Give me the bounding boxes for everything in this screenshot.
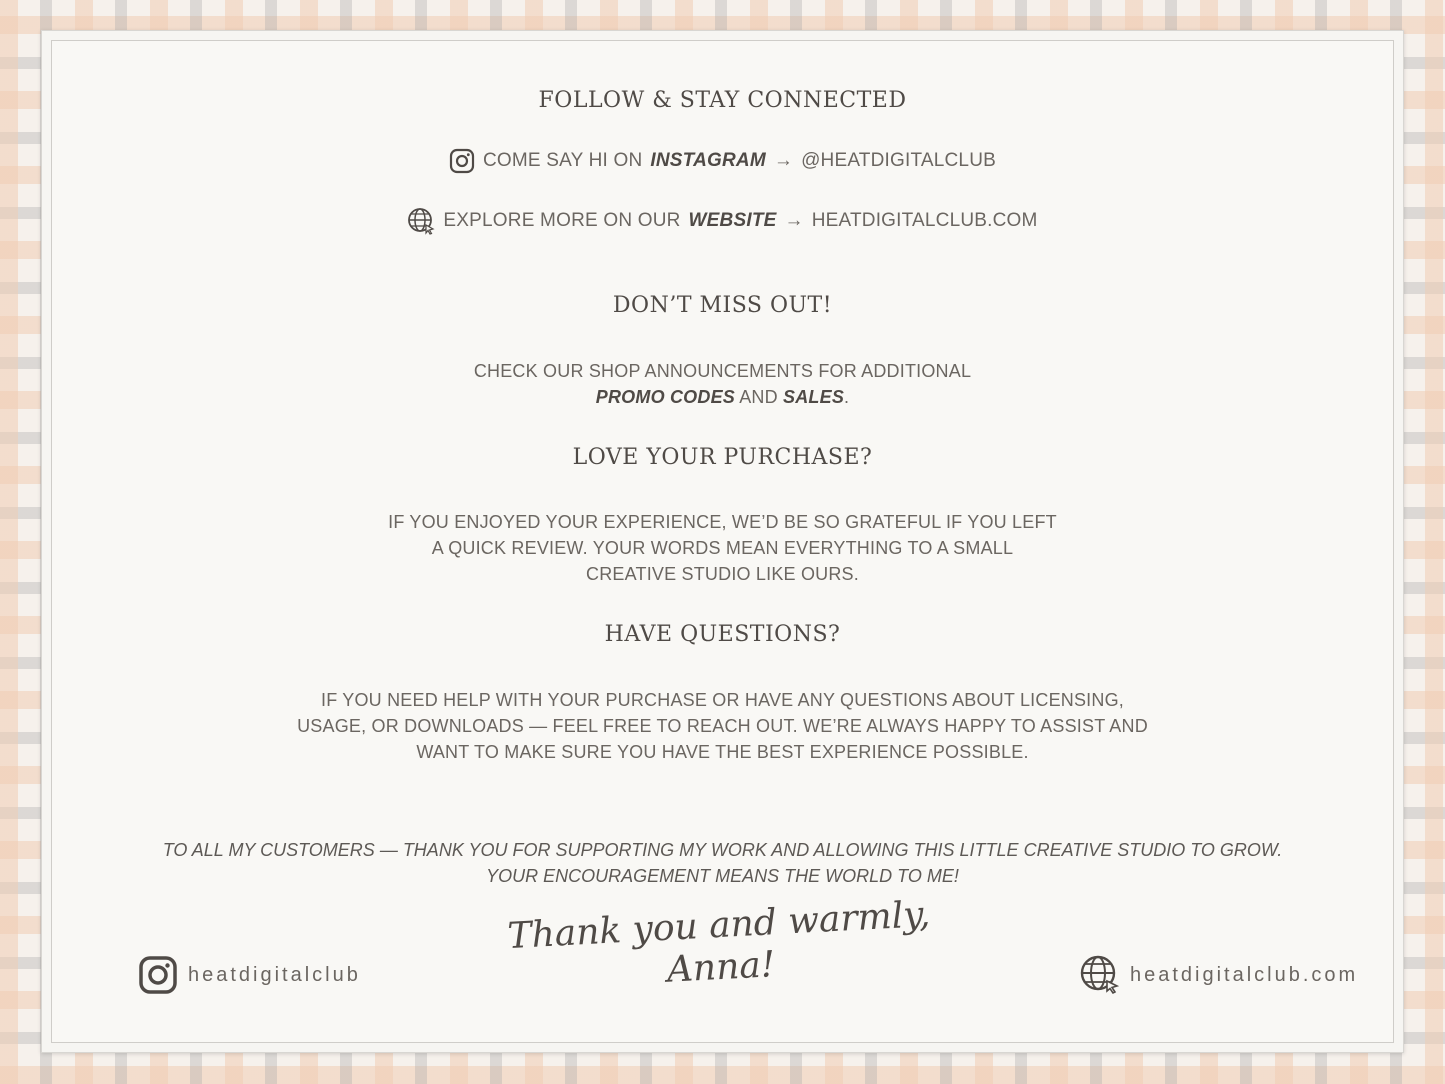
questions-text xyxy=(0,687,1445,765)
instagram-prefix: COME SAY HI ON xyxy=(483,150,643,171)
questions-line: WANT TO MAKE SURE YOU HAVE THE BEST EXPERIENCE POSSIBLE. xyxy=(416,742,1029,762)
globe-icon xyxy=(1080,955,1120,995)
questions-heading: HAVE QUESTIONS? xyxy=(604,622,841,647)
dont-miss-line: CHECK OUR SHOP ANNOUNCEMENTS FOR ADDITIONAL xyxy=(473,361,972,381)
love-line: CREATIVE STUDIO LIKE OURS. xyxy=(586,564,859,584)
footer-website[interactable] xyxy=(1080,955,1358,995)
promo-codes-text: PROMO CODES xyxy=(595,387,735,407)
instagram-arrow: → xyxy=(773,150,794,171)
instagram-handle[interactable]: @HEATDIGITALCLUB xyxy=(801,150,996,171)
love-text xyxy=(0,509,1445,587)
follow-heading: FOLLOW & STAY CONNECTED xyxy=(538,88,907,113)
globe-icon xyxy=(407,207,435,235)
questions-line: USAGE, OR DOWNLOADS — FEEL FREE TO REACH OUT. WE’RE ALWAYS HAPPY TO ASSIST AND xyxy=(297,716,1148,736)
dont-miss-line-2 xyxy=(0,384,1445,410)
thanks-line: TO ALL MY CUSTOMERS — THANK YOU FOR SUPPORTING MY WORK AND ALLOWING THIS LITTLE CREATIVE STUDIO TO GROW. xyxy=(162,840,1283,860)
instagram-platform: INSTAGRAM xyxy=(650,150,766,171)
love-line: IF YOU ENJOYED YOUR EXPERIENCE, WE’D BE SO GRATEFUL IF YOU LEFT xyxy=(388,512,1057,532)
questions-line: IF YOU NEED HELP WITH YOUR PURCHASE OR HAVE ANY QUESTIONS ABOUT LICENSING, xyxy=(321,690,1124,710)
signature-line-2: Anna! xyxy=(665,944,777,991)
dont-miss-heading: DON’T MISS OUT! xyxy=(612,293,833,318)
website-platform: WEBSITE xyxy=(688,210,777,231)
footer-instagram[interactable] xyxy=(138,955,361,995)
website-link-row[interactable] xyxy=(0,207,1445,235)
and-text: AND xyxy=(739,387,778,407)
sales-text: SALES xyxy=(783,387,845,407)
instagram-icon xyxy=(138,955,178,995)
period-text: . xyxy=(844,387,850,407)
love-line: A QUICK REVIEW. YOUR WORDS MEAN EVERYTHING TO A SMALL xyxy=(431,538,1014,558)
signature-line-1: Thank you and warmly, xyxy=(506,893,932,958)
footer-instagram-handle[interactable]: heatdigitalclub xyxy=(188,963,361,986)
instagram-link-row[interactable] xyxy=(0,148,1445,174)
thanks-message xyxy=(0,837,1445,889)
website-arrow: → xyxy=(784,210,804,231)
website-url[interactable]: HEATDIGITALCLUB.COM xyxy=(811,210,1038,231)
love-heading: LOVE YOUR PURCHASE? xyxy=(572,445,873,470)
instagram-icon xyxy=(449,148,475,174)
footer-website-url[interactable]: heatdigitalclub.com xyxy=(1130,963,1359,986)
thanks-line: YOUR ENCOURAGEMENT MEANS THE WORLD TO ME! xyxy=(486,866,959,886)
website-prefix: EXPLORE MORE ON OUR xyxy=(443,210,681,231)
dont-miss-text xyxy=(0,358,1445,410)
